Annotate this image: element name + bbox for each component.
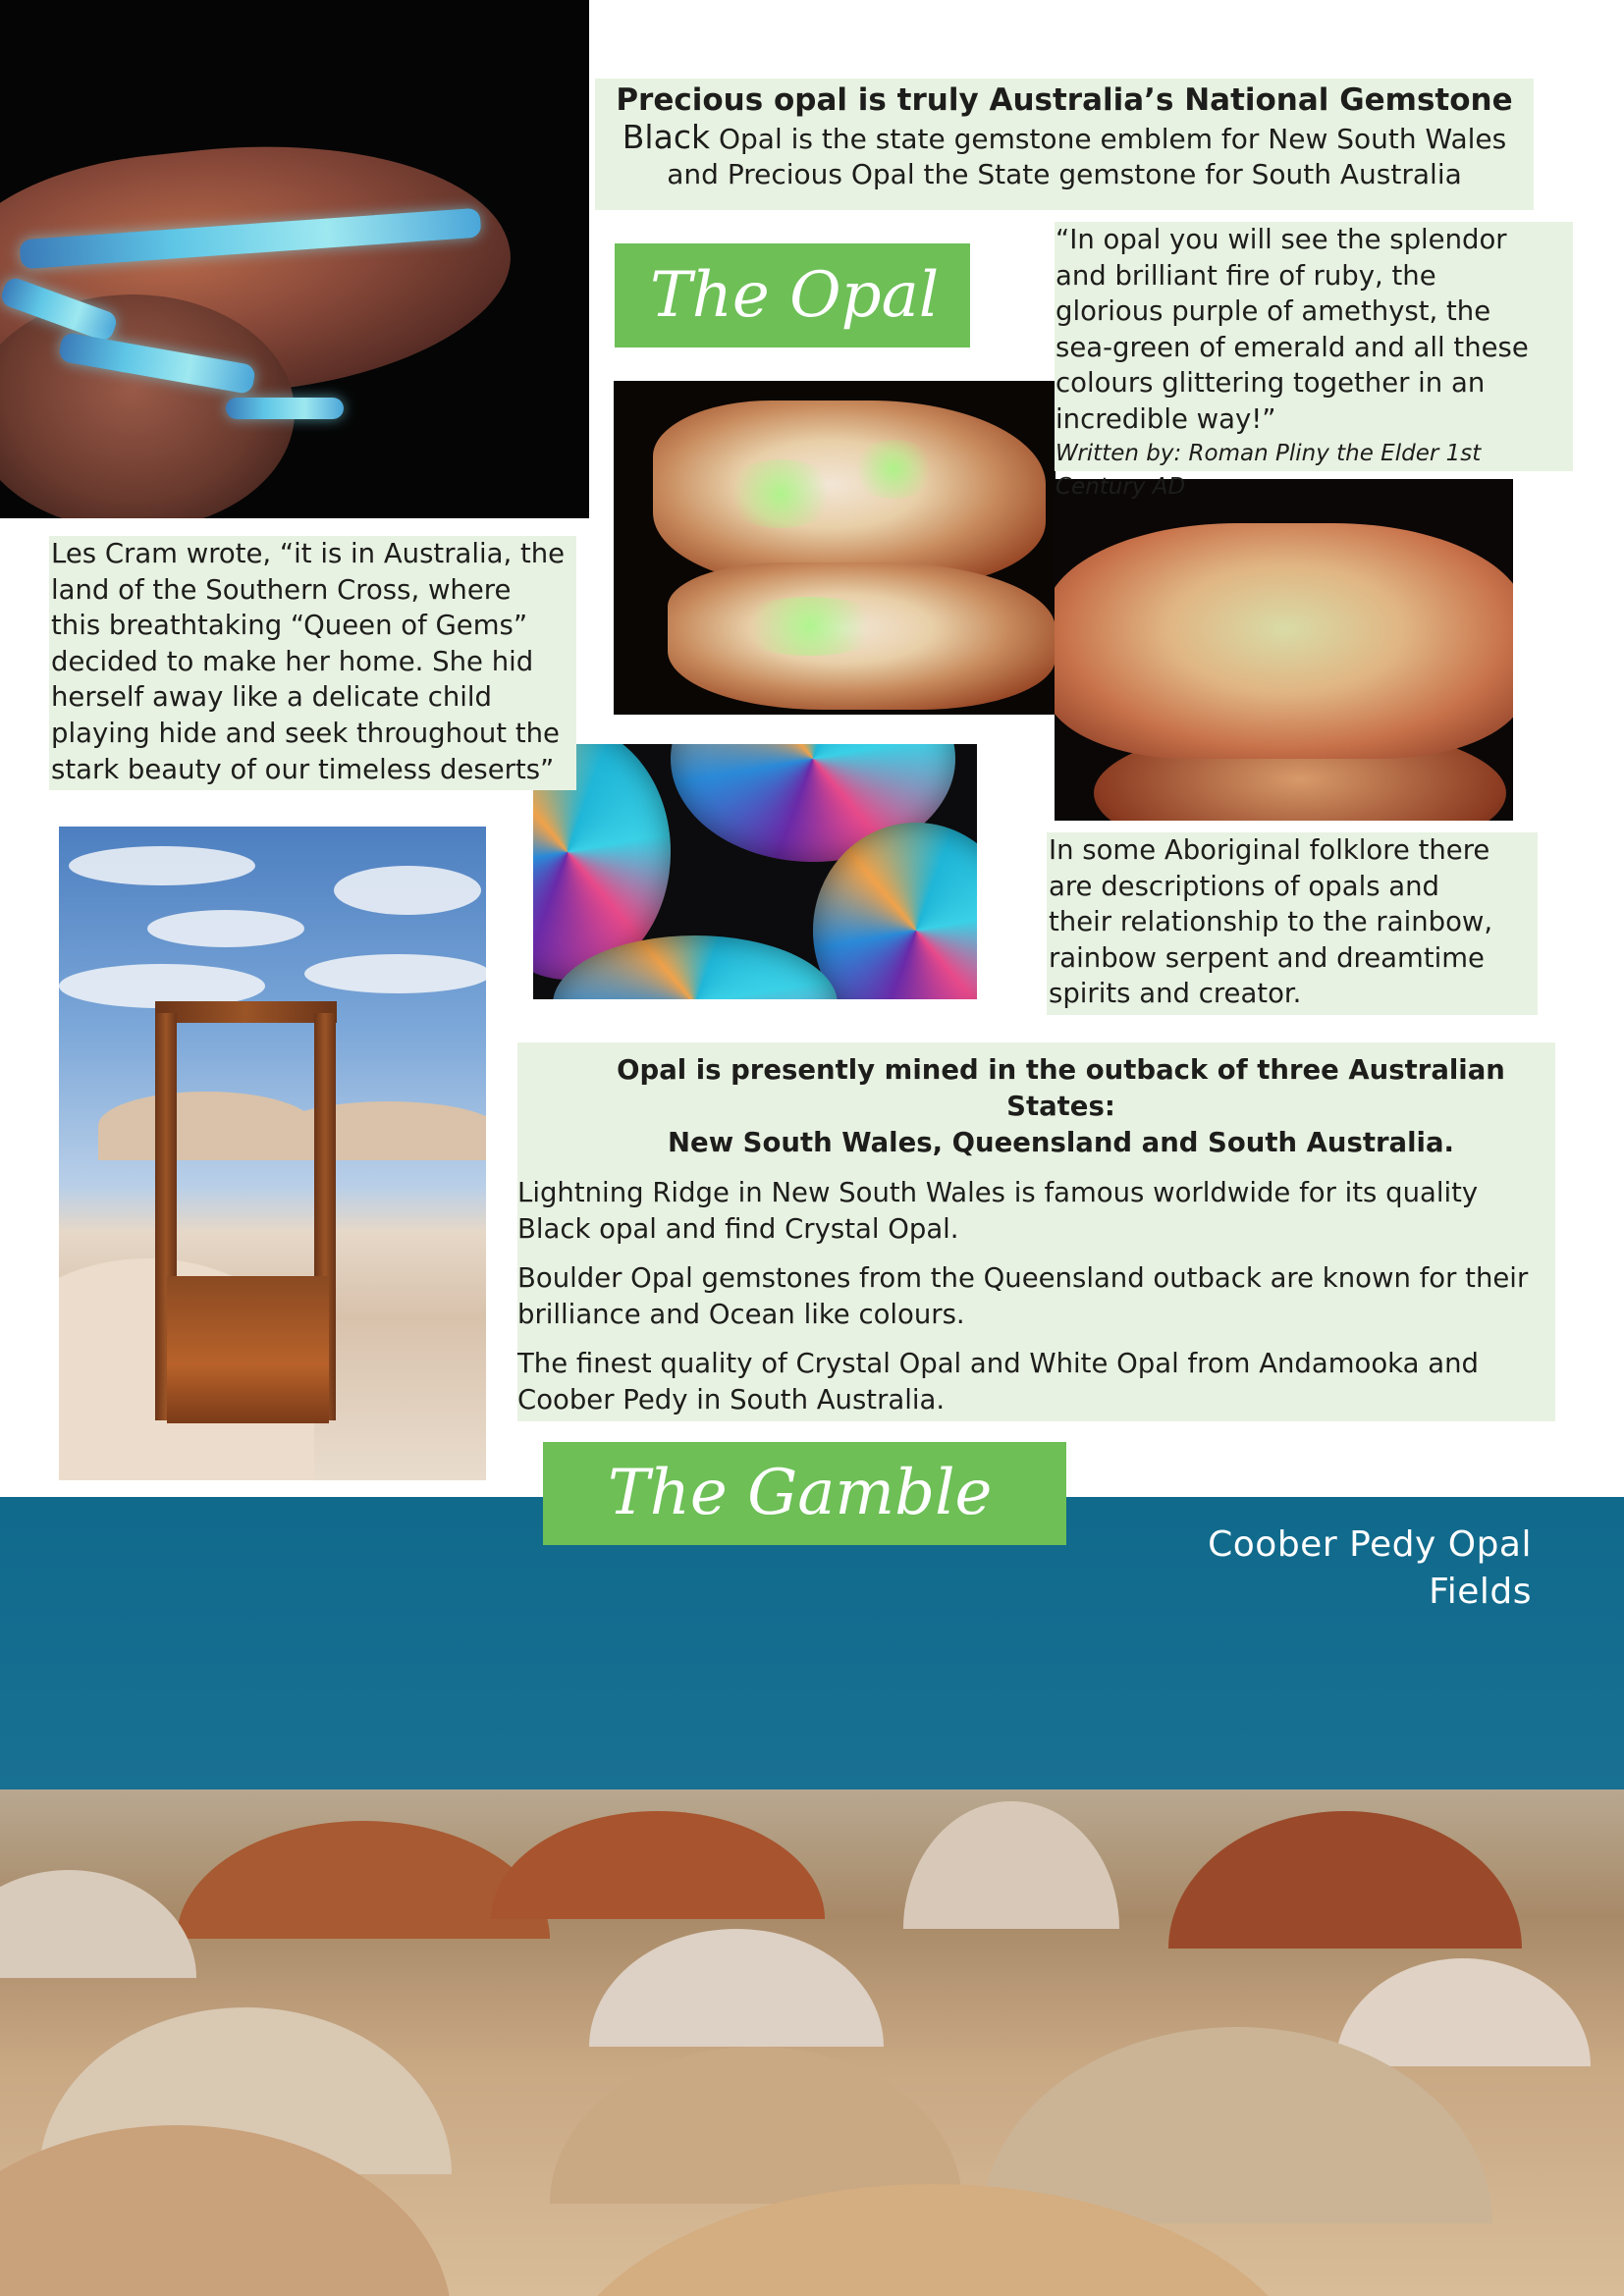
cram-line: stark beauty of our timeless deserts”	[51, 753, 555, 785]
quote-line: glorious purple of amethyst, the	[1056, 295, 1491, 327]
south-australia-paragraph: The finest quality of Crystal Opal and White Opal from Andamooka and Coober Pedy in South Australia.	[517, 1348, 1479, 1415]
outback-frame-photo	[59, 827, 486, 1480]
national-gemstone-panel	[595, 79, 1534, 210]
pliny-quote-text	[1055, 222, 1573, 437]
aboriginal-folklore-panel	[1047, 832, 1538, 1015]
opal-fields-landscape-photo	[0, 1497, 1624, 2296]
pliny-quote-author: Written by: Roman Pliny the Elder 1st Century AD	[1056, 441, 1482, 500]
national-gemstone-title: Precious opal is truly Australia’s National Gemstone	[616, 82, 1513, 118]
queensland-paragraph: Boulder Opal gemstones from the Queensland outback are known for their brilliance and Ocean like colours.	[517, 1262, 1529, 1330]
state-gemstone-subtitle	[595, 120, 1534, 192]
quote-line: “In opal you will see the splendor	[1056, 224, 1507, 255]
les-cram-quote-panel	[49, 536, 576, 790]
quote-line: incredible way!”	[1056, 402, 1276, 435]
opal-rock-photo	[0, 0, 589, 518]
the-gamble-heading: The Gamble	[543, 1442, 1066, 1545]
cram-line: land of the Southern Cross, where	[51, 573, 512, 606]
folklore-line: In some Aboriginal folklore there	[1049, 834, 1490, 866]
quote-line: colours glittering together in an	[1056, 367, 1486, 399]
folklore-line: their relationship to the rainbow,	[1049, 906, 1493, 938]
folklore-line: spirits and creator.	[1049, 978, 1302, 1010]
pliny-quote-panel	[1055, 222, 1573, 500]
coober-pedy-caption: Coober Pedy Opal Fields	[1208, 1524, 1532, 1612]
cram-line: herself away like a delicate child	[51, 681, 493, 714]
lightning-ridge-paragraph: Lightning Ridge in New South Wales is famous worldwide for its quality Black opal and find Crystal Opal.	[517, 1177, 1479, 1245]
subtitle-line2: and Precious Opal the State gemstone for South Australia	[667, 158, 1462, 190]
quote-line: and brilliant fire of ruby, the	[1056, 259, 1436, 292]
folklore-line: are descriptions of opals and	[1049, 870, 1440, 902]
cram-line: playing hide and seek throughout the	[51, 717, 560, 749]
cram-line: decided to make her home. She hid	[51, 645, 534, 677]
subtitle-line1: Opal is the state gemstone emblem for New South Wales	[710, 123, 1507, 155]
raw-opal-photo	[614, 381, 1056, 715]
opal-mining-states-panel	[517, 1042, 1555, 1421]
the-opal-heading: The Opal	[615, 243, 970, 347]
raw-opal-closeup-photo	[1055, 479, 1513, 821]
cram-line: this breathtaking “Queen of Gems”	[51, 610, 528, 642]
mining-title-line1: Opal is presently mined in the outback of three Australian States:	[617, 1054, 1505, 1122]
mining-states-title	[517, 1042, 1555, 1161]
subtitle-lead-word: Black	[622, 118, 711, 156]
quote-line: sea-green of emerald and all these	[1056, 331, 1529, 363]
cram-line: Les Cram wrote, “it is in Australia, the	[51, 538, 566, 569]
polished-opals-photo	[533, 744, 977, 999]
folklore-line: rainbow serpent and dreamtime	[1049, 941, 1485, 974]
mining-title-line2: New South Wales, Queensland and South Australia.	[668, 1127, 1454, 1158]
